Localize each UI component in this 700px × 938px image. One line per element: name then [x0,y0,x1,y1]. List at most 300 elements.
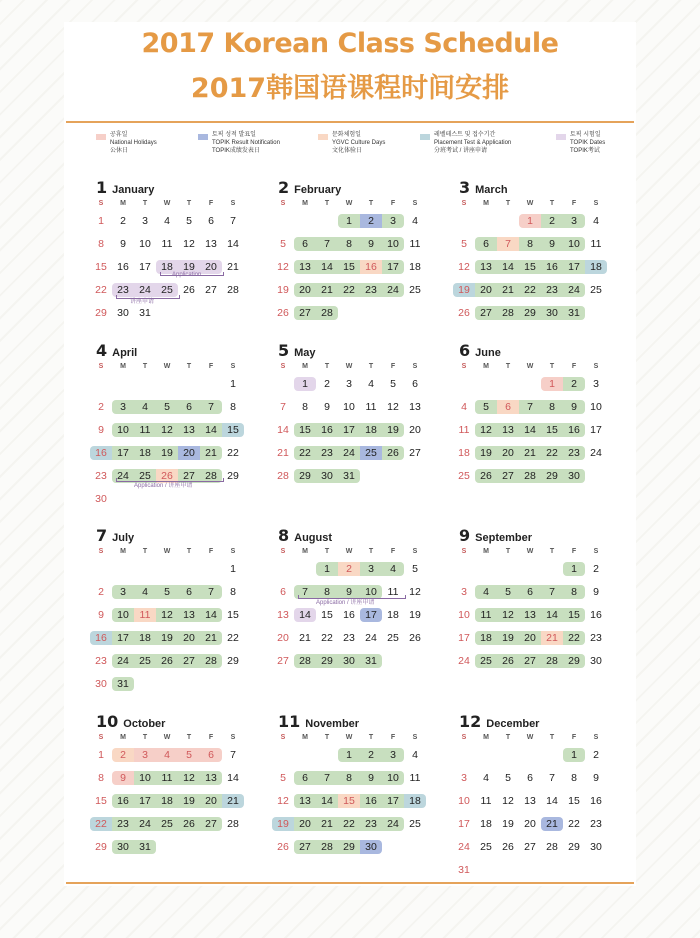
weekday-label: S [230,734,236,741]
calendar-day: 20 [409,424,421,436]
calendar-day: 11 [156,771,178,785]
weekday-label: T [505,363,511,370]
calendar-day: 1 [563,748,585,762]
weekday-label: F [571,548,577,555]
calendar-day: 11 [134,608,156,622]
weekday-label: T [186,548,192,555]
calendar-day: 29 [95,841,107,853]
calendar-day: 4 [164,215,170,227]
calendar-day: 15 [222,423,244,437]
month-name: July [112,532,135,544]
weekday-label: S [412,200,418,207]
weekday-label: S [98,363,104,370]
calendar-day: 22 [227,632,239,644]
weekday-label: F [208,734,214,741]
calendar-day: 13 [294,260,316,274]
weekday-label: F [208,548,214,555]
calendar-day: 27 [409,447,421,459]
weekday-label: F [571,200,577,207]
calendar-day: 18 [480,818,492,830]
calendar-day: 14 [497,260,519,274]
calendar-day: 3 [461,772,467,784]
calendar-day: 4 [483,772,489,784]
calendar-day: 6 [497,400,519,414]
calendar-day: 2 [120,215,126,227]
calendar-day: 20 [519,631,541,645]
calendar-day: 3 [593,378,599,390]
legend-label-en: Placement Test & Application [434,140,512,146]
calendar-day: 21 [541,631,563,645]
calendar-day: 13 [519,608,541,622]
calendar-day: 9 [98,609,104,621]
calendar-day: 18 [475,631,497,645]
calendar-day: 19 [178,794,200,808]
calendar-day: 24 [134,283,156,297]
calendar-day: 28 [316,840,338,854]
calendar-day: 10 [112,423,134,437]
calendar-day: 6 [280,586,286,598]
month-header [459,178,508,197]
calendar-day: 19 [178,260,200,274]
calendar-day: 2 [360,748,382,762]
legend-label-ko: 레벨테스트 및 접수기간 [434,132,496,138]
calendar-day: 29 [316,654,338,668]
weekday-label: T [186,200,192,207]
calendar-day: 4 [156,748,178,762]
calendar-day: 18 [585,260,607,274]
calendar-day: 16 [360,794,382,808]
month-name: May [294,347,316,359]
calendar-day: 8 [98,238,104,250]
calendar-day: 26 [277,307,289,319]
weekday-label: F [571,363,577,370]
calendar-day: 28 [519,469,541,483]
calendar-day: 7 [316,771,338,785]
calendar-day: 19 [156,446,178,460]
weekday-label: W [526,734,534,741]
calendar-day: 21 [299,632,311,644]
month-name: August [294,532,333,544]
calendar-day: 21 [519,446,541,460]
calendar-day: 12 [277,795,289,807]
calendar-day: 8 [338,771,360,785]
weekday-label: T [368,363,374,370]
calendar-day: 11 [409,772,421,784]
month-november [278,712,446,882]
calendar-day: 7 [200,585,222,599]
calendar-day: 13 [409,401,421,413]
month-number: 1 [96,178,108,197]
calendar-day: 24 [112,469,134,483]
calendar-day: 9 [360,771,382,785]
calendar-day: 5 [280,238,286,250]
calendar-day: 15 [563,608,585,622]
weekday-label: T [505,200,511,207]
calendar-day: 4 [593,215,599,227]
legend-label-cn: 文化体验日 [332,148,363,154]
calendar-day: 4 [461,401,467,413]
weekday-label: T [142,734,148,741]
calendar-day: 27 [294,840,316,854]
weekday-label: M [483,548,489,555]
calendar-day: 8 [541,400,563,414]
weekday-label: T [505,548,511,555]
calendar-day: 26 [156,469,178,483]
month-number: 8 [278,526,290,545]
weekday-label: M [483,363,489,370]
calendar-day: 2 [541,214,563,228]
calendar-day: 4 [475,585,497,599]
calendar-day: 31 [112,677,134,691]
calendar-day: 29 [338,840,360,854]
calendar-day: 22 [541,446,563,460]
calendar-day: 30 [590,841,602,853]
calendar-day: 8 [302,401,308,413]
calendar-day: 22 [90,817,112,831]
month-march [459,178,627,348]
calendar-day: 1 [338,748,360,762]
legend-label-ko: 공휴일 [110,132,128,138]
weekday-label: T [368,548,374,555]
weekday-label: M [302,548,308,555]
calendar-day: 7 [316,237,338,251]
calendar-day: 5 [280,772,286,784]
calendar-day: 12 [502,795,514,807]
calendar-day: 6 [200,748,222,762]
weekday-label: W [526,200,534,207]
calendar-day: 10 [458,609,470,621]
calendar-day: 18 [409,261,421,273]
month-name: September [475,532,532,544]
calendar-day: 18 [360,423,382,437]
calendar-day: 5 [178,748,200,762]
calendar-day: 9 [360,237,382,251]
calendar-day: 26 [458,307,470,319]
weekday-label: F [390,200,396,207]
calendar-day: 20 [178,631,200,645]
weekday-label: S [593,200,599,207]
calendar-day: 3 [461,586,467,598]
calendar-day: 14 [200,423,222,437]
calendar-day: 5 [412,563,418,575]
calendar-day: 24 [563,283,585,297]
weekday-label: M [302,200,308,207]
calendar-day: 12 [409,586,421,598]
month-number: 4 [96,341,108,360]
weekday-label: M [120,363,126,370]
calendar-day: 14 [546,795,558,807]
calendar-day: 11 [458,424,470,436]
calendar-day: 6 [178,400,200,414]
note-application: Application [172,272,202,278]
calendar-day: 7 [200,400,222,414]
calendar-day: 2 [338,562,360,576]
swatch-icon [96,134,106,140]
month-number: 11 [278,712,301,731]
divider-bottom [66,882,634,884]
calendar-day: 23 [343,632,355,644]
calendar-day: 23 [95,655,107,667]
calendar-day: 30 [563,469,585,483]
calendar-day: 8 [338,237,360,251]
calendar-day: 27 [475,306,497,320]
legend-label-ko: 토픽 성적 발표일 [212,132,256,138]
calendar-day: 18 [156,260,178,274]
calendar-day: 6 [475,237,497,251]
calendar-day: 27 [277,655,289,667]
calendar-day: 10 [382,237,404,251]
calendar-day: 27 [519,654,541,668]
calendar-day: 15 [95,261,107,273]
calendar-day: 12 [178,771,200,785]
weekday-label: T [324,548,330,555]
calendar-day: 27 [524,841,536,853]
calendar-day: 8 [519,237,541,251]
calendar-day: 25 [156,817,178,831]
calendar-day: 14 [541,608,563,622]
calendar-day: 30 [117,307,129,319]
calendar-day: 5 [156,400,178,414]
calendar-day: 27 [497,469,519,483]
calendar-day: 21 [316,283,338,297]
page-title: 2017 Korean Class Schedule [141,28,559,59]
calendar-day: 8 [563,585,585,599]
calendar-day: 30 [95,493,107,505]
calendar-day: 12 [458,261,470,273]
calendar-day: 29 [227,470,239,482]
calendar-day: 8 [230,586,236,598]
calendar-day: 24 [112,654,134,668]
calendar-day: 23 [541,283,563,297]
calendar-day: 12 [497,608,519,622]
calendar-day: 12 [387,401,399,413]
calendar-day: 24 [382,817,404,831]
weekday-label: F [571,734,577,741]
calendar-day: 5 [475,400,497,414]
calendar-day: 20 [178,446,200,460]
month-header [459,341,501,360]
calendar-day: 16 [117,261,129,273]
calendar-day: 19 [382,423,404,437]
calendar-day: 23 [590,818,602,830]
calendar-day: 4 [412,215,418,227]
calendar-day: 24 [134,817,156,831]
calendar-day: 13 [475,260,497,274]
month-header [459,712,540,731]
calendar-day: 12 [156,423,178,437]
calendar-day: 20 [475,283,497,297]
weekday-label: S [98,734,104,741]
calendar-day: 28 [541,654,563,668]
month-september [459,526,627,696]
calendar-day: 15 [227,609,239,621]
calendar-day: 1 [230,563,236,575]
weekday-label: T [549,200,555,207]
weekday-label: S [593,734,599,741]
calendar-day: 30 [316,469,338,483]
calendar-day: 7 [230,749,236,761]
calendar-day: 10 [590,401,602,413]
calendar-day: 16 [541,260,563,274]
weekday-label: T [324,363,330,370]
calendar-day: 2 [593,749,599,761]
calendar-day: 11 [161,238,173,250]
calendar-day: 4 [134,400,156,414]
weekday-label: T [368,200,374,207]
calendar-day: 25 [387,632,399,644]
calendar-day: 10 [360,585,382,599]
calendar-day: 15 [95,795,107,807]
swatch-icon [420,134,430,140]
month-december [459,712,627,882]
calendar-day: 21 [277,447,289,459]
calendar-day: 19 [156,631,178,645]
calendar-day: 17 [590,424,602,436]
calendar-day: 29 [227,655,239,667]
calendar-day: 17 [112,446,134,460]
month-header [278,341,316,360]
calendar-day: 28 [277,470,289,482]
weekday-label: W [345,734,353,741]
calendar-day: 1 [316,562,338,576]
calendar-day: 26 [502,841,514,853]
calendar-day: 23 [316,446,338,460]
calendar-day: 16 [360,260,382,274]
calendar-day: 7 [541,585,563,599]
calendar-day: 17 [458,632,470,644]
weekday-label: F [208,363,214,370]
calendar-day: 26 [382,446,404,460]
calendar-day: 19 [497,631,519,645]
weekday-label: T [142,548,148,555]
calendar-day: 14 [316,260,338,274]
weekday-label: S [98,200,104,207]
calendar-day: 21 [497,283,519,297]
calendar-day: 8 [571,772,577,784]
month-header [96,178,155,197]
weekday-label: S [461,200,467,207]
calendar-day: 27 [178,469,200,483]
weekday-label: M [120,548,126,555]
legend-label-en: National Holidays [110,140,157,146]
calendar-day: 15 [321,609,333,621]
legend-label-en: YGVC Culture Days [332,140,386,146]
calendar-day: 3 [112,585,134,599]
calendar-day: 16 [590,795,602,807]
weekday-label: S [230,548,236,555]
weekday-label: T [549,734,555,741]
calendar-day: 1 [98,215,104,227]
weekday-label: W [163,548,171,555]
legend-label-ko: 토픽 시험일 [570,132,601,138]
month-august [278,526,446,696]
calendar-day: 3 [134,748,156,762]
weekday-label: T [505,734,511,741]
month-january [96,178,264,348]
calendar-day: 19 [453,283,475,297]
month-header [278,178,342,197]
calendar-day: 10 [563,237,585,251]
calendar-day: 29 [95,307,107,319]
calendar-day: 20 [200,794,222,808]
weekday-label: S [461,548,467,555]
calendar-day: 24 [338,446,360,460]
calendar-day: 18 [404,794,426,808]
calendar-day: 7 [549,772,555,784]
calendar-day: 18 [458,447,470,459]
calendar-day: 31 [458,864,470,876]
calendar-day: 13 [178,608,200,622]
calendar-day: 22 [321,632,333,644]
legend-label-ko: 문화체험일 [332,132,361,138]
calendar-day: 17 [382,260,404,274]
calendar-day: 30 [541,306,563,320]
calendar-day: 9 [563,400,585,414]
weekday-label: W [163,200,171,207]
calendar-day: 27 [200,817,222,831]
weekday-label: S [461,363,467,370]
calendar-day: 28 [497,306,519,320]
note-application: Application / 讲座申请 [316,600,375,606]
calendar-day: 1 [519,214,541,228]
calendar-day: 24 [458,841,470,853]
calendar-day: 21 [316,817,338,831]
month-header [96,341,138,360]
month-number: 12 [459,712,482,731]
weekday-label: W [526,363,534,370]
calendar-day: 3 [360,562,382,576]
calendar-day: 8 [230,401,236,413]
legend-label-cn: 分班考试 / 讲座申请 [434,148,488,154]
legend-label-en: TOPIK Dates [570,140,606,146]
calendar-day: 28 [227,818,239,830]
calendar-day: 3 [563,214,585,228]
calendar-day: 3 [382,214,404,228]
note-registration: 讲座申请 [130,299,155,305]
weekday-label: W [526,548,534,555]
calendar-day: 28 [227,284,239,296]
weekday-label: W [163,734,171,741]
calendar-day: 12 [183,238,195,250]
weekday-label: S [230,200,236,207]
month-name: October [123,718,166,730]
calendar-day: 14 [200,608,222,622]
month-header [278,526,333,545]
calendar-day: 18 [156,794,178,808]
calendar-day: 7 [230,215,236,227]
calendar-day: 20 [200,260,222,274]
weekday-label: S [280,734,286,741]
month-june [459,341,627,511]
calendar-day: 4 [368,378,374,390]
calendar-day: 12 [475,423,497,437]
weekday-label: F [390,734,396,741]
calendar-day: 26 [497,654,519,668]
calendar-day: 31 [139,307,151,319]
month-name: April [112,347,138,359]
calendar-day: 13 [178,423,200,437]
calendar-day: 22 [294,446,316,460]
calendar-day: 10 [112,608,134,622]
weekday-label: S [593,548,599,555]
calendar-day: 6 [294,771,316,785]
weekday-label: T [549,548,555,555]
month-number: 10 [96,712,119,731]
calendar-day: 23 [563,446,585,460]
weekday-label: M [120,734,126,741]
calendar-day: 28 [294,654,316,668]
weekday-label: F [208,200,214,207]
